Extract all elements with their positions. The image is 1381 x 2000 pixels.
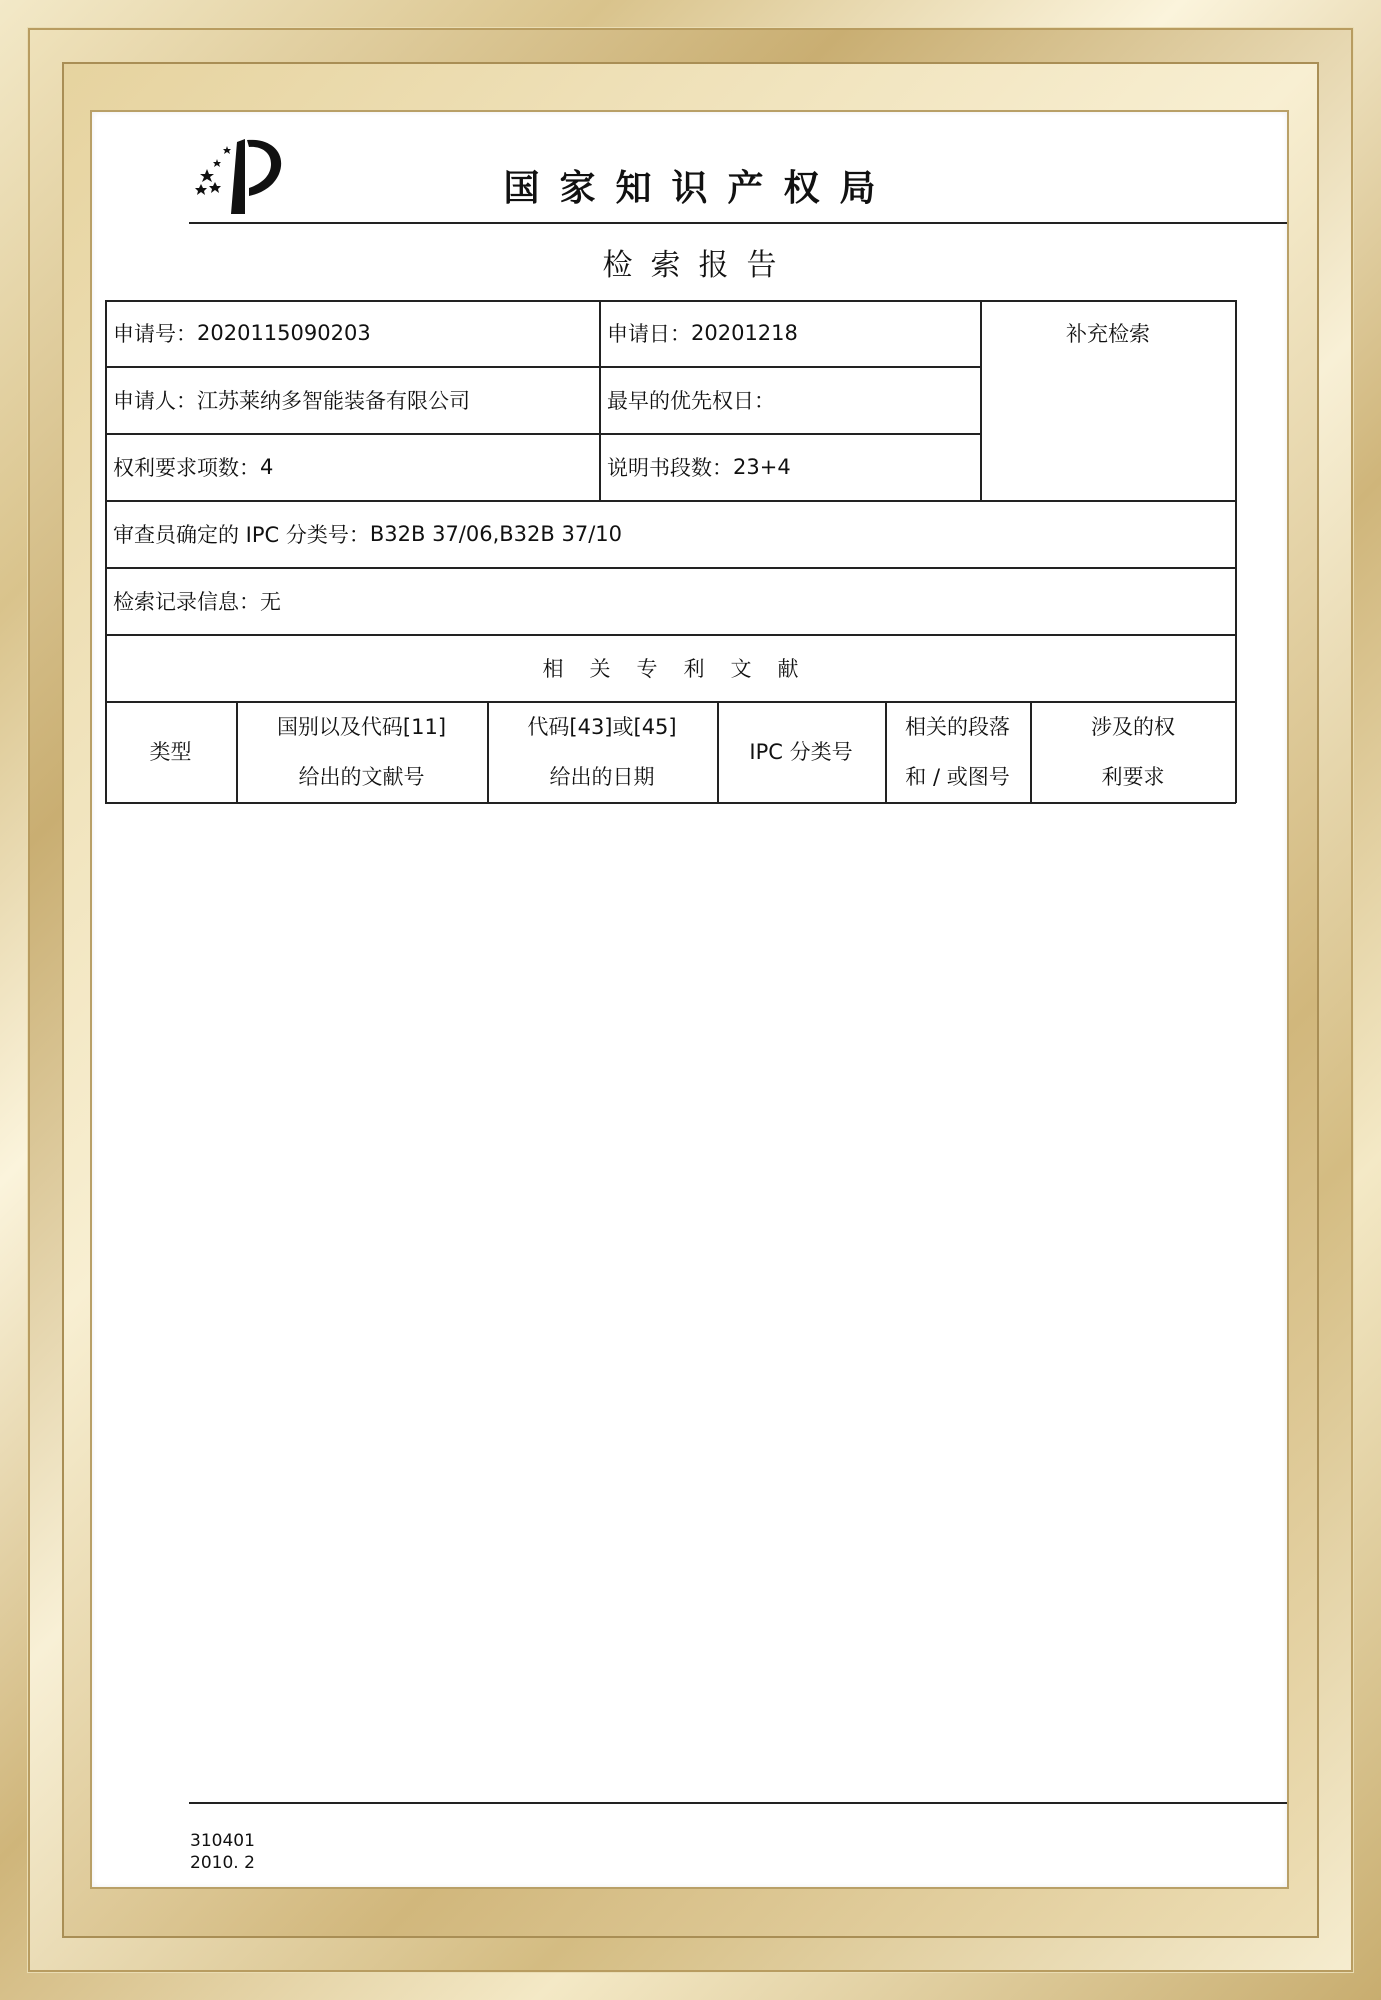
claims-count-field	[105, 433, 599, 500]
column-header-paragraphs	[885, 701, 1030, 802]
applicant-field	[105, 366, 599, 433]
filing-date-field	[599, 300, 980, 366]
ipc-field	[105, 500, 1236, 567]
claims-count-label: 权利要求项数：	[113, 455, 260, 480]
supplementary-search-label: 补充检索	[1066, 322, 1150, 346]
related-documents-heading-cell	[105, 634, 1236, 701]
column-header-document-number	[236, 701, 487, 802]
column-header-line: 给出的日期	[549, 764, 655, 789]
column-header-line: 给出的文献号	[298, 764, 425, 789]
related-documents-heading: 相关专利文献	[542, 656, 825, 681]
footer-rule	[189, 1802, 1287, 1804]
application-number-field	[105, 300, 599, 366]
filing-date-label: 申请日：	[607, 322, 691, 346]
office-name: 国家知识产权局	[503, 168, 896, 209]
application-number-value: 2020115090203	[197, 321, 371, 345]
search-record-field	[105, 567, 1236, 634]
description-paragraphs-field	[599, 433, 980, 500]
claims-count-value: 4	[260, 454, 274, 479]
description-paragraphs-value: 23+4	[733, 454, 791, 479]
application-number-label: 申请号：	[113, 322, 197, 346]
description-paragraphs-label: 说明书段数：	[607, 455, 733, 480]
report-table	[105, 300, 1236, 803]
header-rule	[189, 222, 1287, 224]
earliest-priority-field	[599, 366, 980, 433]
table-line	[105, 802, 1236, 804]
earliest-priority-label: 最早的优先权日：	[607, 388, 775, 413]
column-header-line: 相关的段落	[905, 714, 1010, 739]
ipc-value: B32B 37/06,B32B 37/10	[369, 521, 623, 546]
applicant-value: 江苏莱纳多智能装备有限公司	[197, 388, 470, 413]
applicant-label: 申请人：	[113, 388, 197, 413]
column-header-line: 类型	[149, 739, 192, 764]
search-record-value: 无	[260, 589, 281, 614]
column-header-line: 和 / 或图号	[905, 764, 1010, 789]
column-header-line: 国别以及代码[11]	[276, 714, 447, 739]
column-header-date	[487, 701, 717, 802]
form-code: 310401	[190, 1831, 255, 1851]
column-header-line: 涉及的权	[1091, 714, 1175, 739]
footer-form-code	[190, 1830, 255, 1874]
column-header-line: IPC 分类号	[749, 739, 853, 764]
report-title: 检索报告	[602, 248, 795, 283]
column-header-type	[105, 701, 236, 802]
form-version: 2010. 2	[190, 1853, 255, 1873]
search-record-label: 检索记录信息：	[113, 589, 260, 614]
ipc-label: 审查员确定的 IPC 分类号：	[113, 522, 370, 547]
column-header-ipc	[717, 701, 885, 802]
search-report-document	[92, 112, 1287, 1887]
supplementary-search-cell	[980, 300, 1236, 366]
column-header-line: 利要求	[1101, 764, 1165, 789]
column-header-claims	[1030, 701, 1236, 802]
column-header-line: 代码[43]或[45]	[527, 714, 677, 739]
filing-date-value: 20201218	[691, 321, 798, 345]
